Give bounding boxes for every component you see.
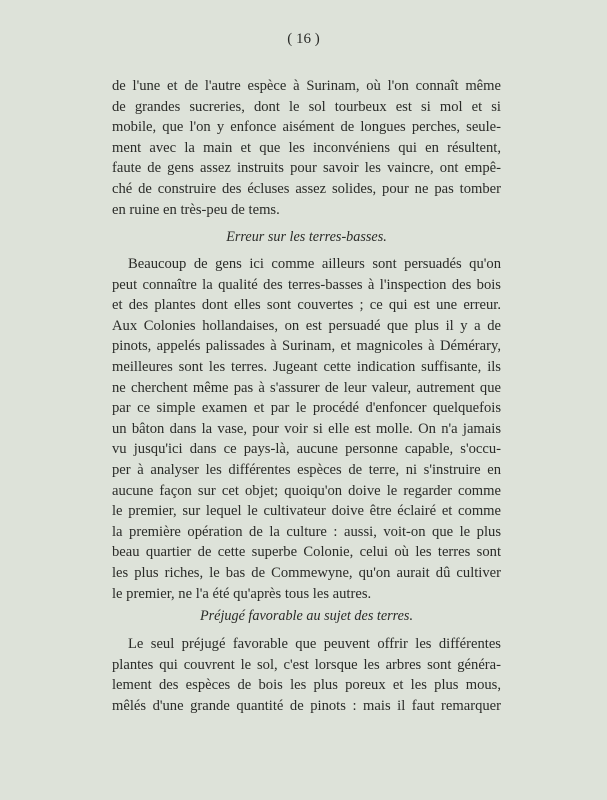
text-line: peut connaître la qualité des terres-basses à l'inspection des bois (112, 276, 501, 293)
page-number: ( 16 ) (287, 31, 320, 47)
text-line: ne cherchent même pas à s'assurer de leur valeur, autrement que (112, 379, 501, 396)
text-line: faute de gens assez instruits pour savoir les vaincre, ont empê- (112, 160, 501, 177)
text-line: de grandes sucreries, dont le sol tourbeux est si mol et si (112, 98, 501, 115)
text-line: Aux Colonies hollandaises, on est persuadé que plus il y a de (112, 317, 501, 334)
paragraph-3 (112, 634, 501, 716)
text-line: mêlés d'une grande quantité de pinots : mais il faut remarquer (112, 697, 501, 714)
text-line: plantes qui couvrent le sol, c'est lorsque les arbres sont généra- (112, 656, 501, 673)
text-line: ment avec la main et que les inconvéniens qui en résultent, (112, 139, 501, 156)
section-heading-prejuge: Préjugé favorable au sujet des terres. (199, 608, 414, 624)
text-line: lement des espèces de bois les plus poreux et les plus mous, (112, 677, 501, 694)
text-line: mobile, que l'on y enfonce aisément de longues perches, seule- (112, 119, 501, 136)
text-line: de l'une et de l'autre espèce à Surinam, où l'on connaît même (112, 78, 501, 94)
text-line: meilleures sont les terres. Jugeant cette indication suffisante, ils (112, 358, 501, 375)
text-line: ché de construire des écluses assez solides, pour ne pas tomber (112, 180, 501, 197)
text-line: en ruine en très-peu de tems. (112, 201, 280, 218)
text-line: per à analyser les différentes espèces de terre, ni s'instruire en (112, 461, 501, 478)
text-line: la première opération de la culture : aussi, voit-on que le plus (112, 523, 501, 540)
text-line: vu jusqu'ici dans ce pays-là, aucune personne capable, s'occu- (112, 441, 501, 458)
text-line: beau quartier de cette superbe Colonie, celui où les terres sont (112, 544, 501, 561)
text-line: un bâton dans la vase, pour voir si elle est molle. On n'a jamais (112, 420, 501, 437)
text-line: les plus riches, le bas de Commewyne, qu'on aurait dû cultiver (112, 564, 501, 581)
text-line: aucune façon sur cet objet; quoiqu'on doive le regarder comme (112, 482, 501, 499)
text-line: le premier, ne l'a été qu'après tous les autres. (112, 585, 372, 602)
section-heading-erreur: Erreur sur les terres-basses. (226, 229, 387, 245)
text-line: pinots, appelés palissades à Surinam, et magnicoles à Démérary, (112, 338, 501, 355)
text-line: par ce simple examen et par le procédé d'enfoncer quelquefois (112, 400, 501, 417)
paragraph-1 (112, 76, 501, 220)
text-line: le premier, sur lequel le cultivateur doive être éclairé et comme (112, 503, 501, 520)
text-line: Le seul préjugé favorable que peuvent offrir les différentes (128, 636, 501, 652)
text-line: Beaucoup de gens ici comme ailleurs sont persuadés qu'on (128, 256, 501, 272)
text-line: et des plantes dont elles sont couvertes ; ce qui est une erreur. (112, 297, 501, 314)
paragraph-2 (112, 254, 501, 604)
